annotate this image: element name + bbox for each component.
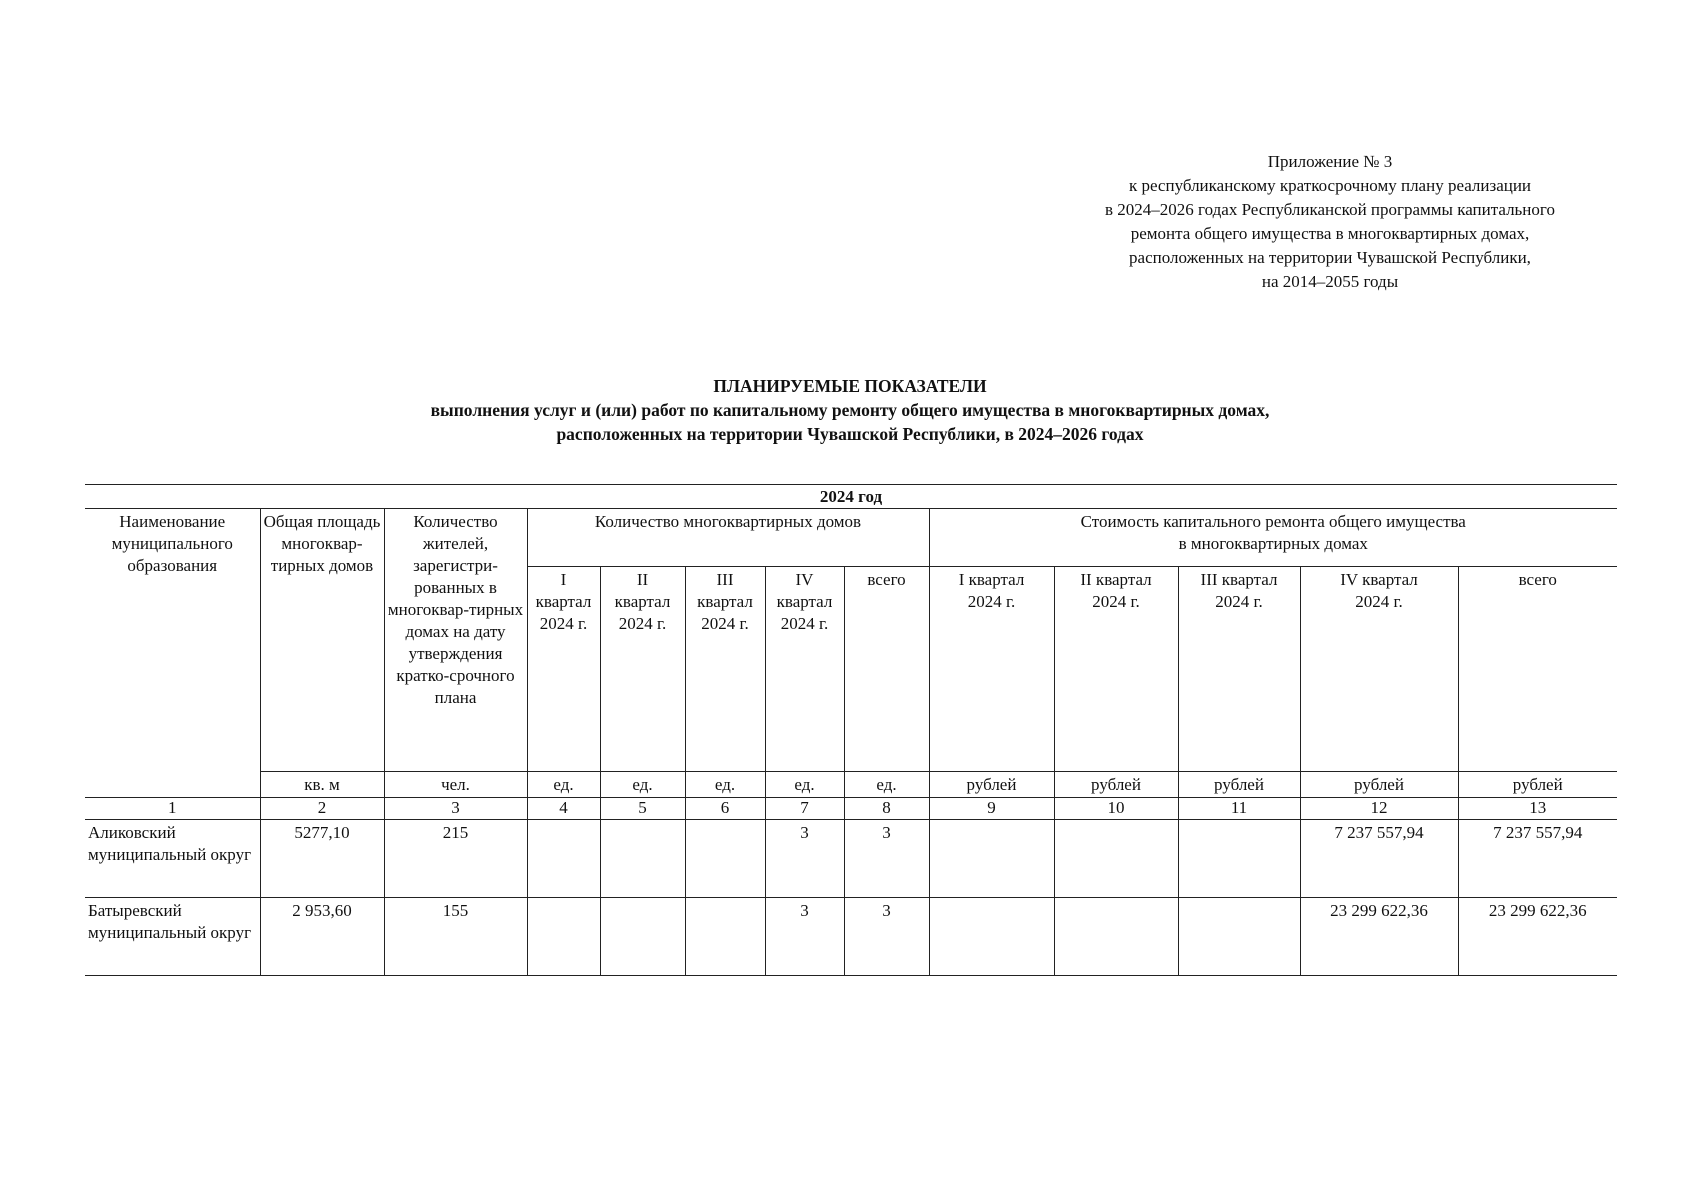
row-cell (929, 820, 1054, 898)
header-count-q4: IV квартал 2024 г. (765, 567, 844, 772)
row-cell (685, 820, 765, 898)
header-cost-total: всего (1458, 567, 1617, 772)
header-area: Общая площадь многоквар-тирных домов (260, 509, 384, 772)
title-line: расположенных на территории Чувашской Республики, в 2024–2026 годах (556, 424, 1144, 444)
row-cell (685, 898, 765, 976)
col-number: 3 (384, 798, 527, 820)
appendix-line: на 2014–2055 годы (1261, 272, 1399, 291)
cost-group-line: Стоимость капитального ремонта общего имущества (1080, 512, 1466, 531)
row-cell: 7 237 557,94 (1300, 820, 1458, 898)
header-cost-q4: IV квартал 2024 г. (1300, 567, 1458, 772)
header-cost-q3: III квартал 2024 г. (1178, 567, 1300, 772)
unit-cell: рублей (1458, 772, 1617, 798)
appendix-line: в 2024–2026 годах Республиканской программы капитального (1105, 200, 1555, 219)
header-count-group: Количество многоквартирных домов (527, 509, 929, 567)
year-label: 2024 год (85, 485, 1617, 509)
appendix-line: расположенных на территории Чувашской Республики, (1129, 248, 1531, 267)
column-numbers-row (85, 798, 1617, 820)
unit-cell: рублей (929, 772, 1054, 798)
col-number: 11 (1178, 798, 1300, 820)
row-cell: 3 (844, 898, 929, 976)
row-name: Аликовский муниципальный округ (85, 820, 260, 898)
unit-cell: рублей (1300, 772, 1458, 798)
row-cell: 2 953,60 (260, 898, 384, 976)
row-cell: 215 (384, 820, 527, 898)
row-cell: 3 (844, 820, 929, 898)
header-name: Наименование муниципального образования (85, 509, 260, 772)
row-cell: 23 299 622,36 (1458, 898, 1617, 976)
col-number: 9 (929, 798, 1054, 820)
appendix-line: ремонта общего имущества в многоквартирных домах, (1130, 224, 1530, 243)
year-row (85, 485, 1617, 509)
col-number: 2 (260, 798, 384, 820)
col-number: 4 (527, 798, 600, 820)
table-row (85, 898, 1617, 976)
col-number: 6 (685, 798, 765, 820)
row-cell: 155 (384, 898, 527, 976)
appendix-line: Приложение № 3 (1267, 152, 1393, 171)
unit-cell: ед. (685, 772, 765, 798)
col-number: 1 (85, 798, 260, 820)
row-cell: 3 (765, 820, 844, 898)
row-cell (600, 898, 685, 976)
col-number: 10 (1054, 798, 1178, 820)
row-cell (527, 820, 600, 898)
row-cell (1054, 898, 1178, 976)
row-name: Батыревский муниципальный округ (85, 898, 260, 976)
unit-cell: рублей (1178, 772, 1300, 798)
unit-cell-empty (85, 772, 260, 798)
units-row (85, 772, 1617, 798)
row-cell (1178, 820, 1300, 898)
unit-cell: чел. (384, 772, 527, 798)
indicators-table (85, 484, 1617, 976)
col-number: 13 (1458, 798, 1617, 820)
header-cost-group (929, 509, 1617, 567)
row-cell (929, 898, 1054, 976)
table-row (85, 820, 1617, 898)
unit-cell: ед. (844, 772, 929, 798)
row-cell: 7 237 557,94 (1458, 820, 1617, 898)
unit-cell: кв. м (260, 772, 384, 798)
appendix-note (1030, 150, 1630, 294)
header-cost-q1: I квартал 2024 г. (929, 567, 1054, 772)
header-row-group (85, 509, 1617, 567)
col-number: 12 (1300, 798, 1458, 820)
row-cell: 5277,10 (260, 820, 384, 898)
row-cell: 3 (765, 898, 844, 976)
row-cell (600, 820, 685, 898)
row-cell: 23 299 622,36 (1300, 898, 1458, 976)
header-residents: Количество жителей, зарегистри-рованных в многоквар-тирных домах на дату утверждения кратко-срочного плана (384, 509, 527, 772)
row-cell (1178, 898, 1300, 976)
header-count-q3: III квартал 2024 г. (685, 567, 765, 772)
col-number: 7 (765, 798, 844, 820)
row-cell (1054, 820, 1178, 898)
header-count-q2: II квартал 2024 г. (600, 567, 685, 772)
appendix-line: к республиканскому краткосрочному плану реализации (1128, 176, 1532, 195)
header-count-q1: I квартал 2024 г. (527, 567, 600, 772)
unit-cell: ед. (600, 772, 685, 798)
unit-cell: ед. (527, 772, 600, 798)
unit-cell: рублей (1054, 772, 1178, 798)
cost-group-line: в многоквартирных домах (1178, 534, 1368, 553)
header-cost-q2: II квартал 2024 г. (1054, 567, 1178, 772)
title-line: выполнения услуг и (или) работ по капитальному ремонту общего имущества в многоквартирных домах, (430, 400, 1270, 420)
row-cell (527, 898, 600, 976)
document-title (240, 374, 1460, 446)
col-number: 5 (600, 798, 685, 820)
header-count-total: всего (844, 567, 929, 772)
title-line: ПЛАНИРУЕМЫЕ ПОКАЗАТЕЛИ (713, 376, 987, 396)
unit-cell: ед. (765, 772, 844, 798)
col-number: 8 (844, 798, 929, 820)
